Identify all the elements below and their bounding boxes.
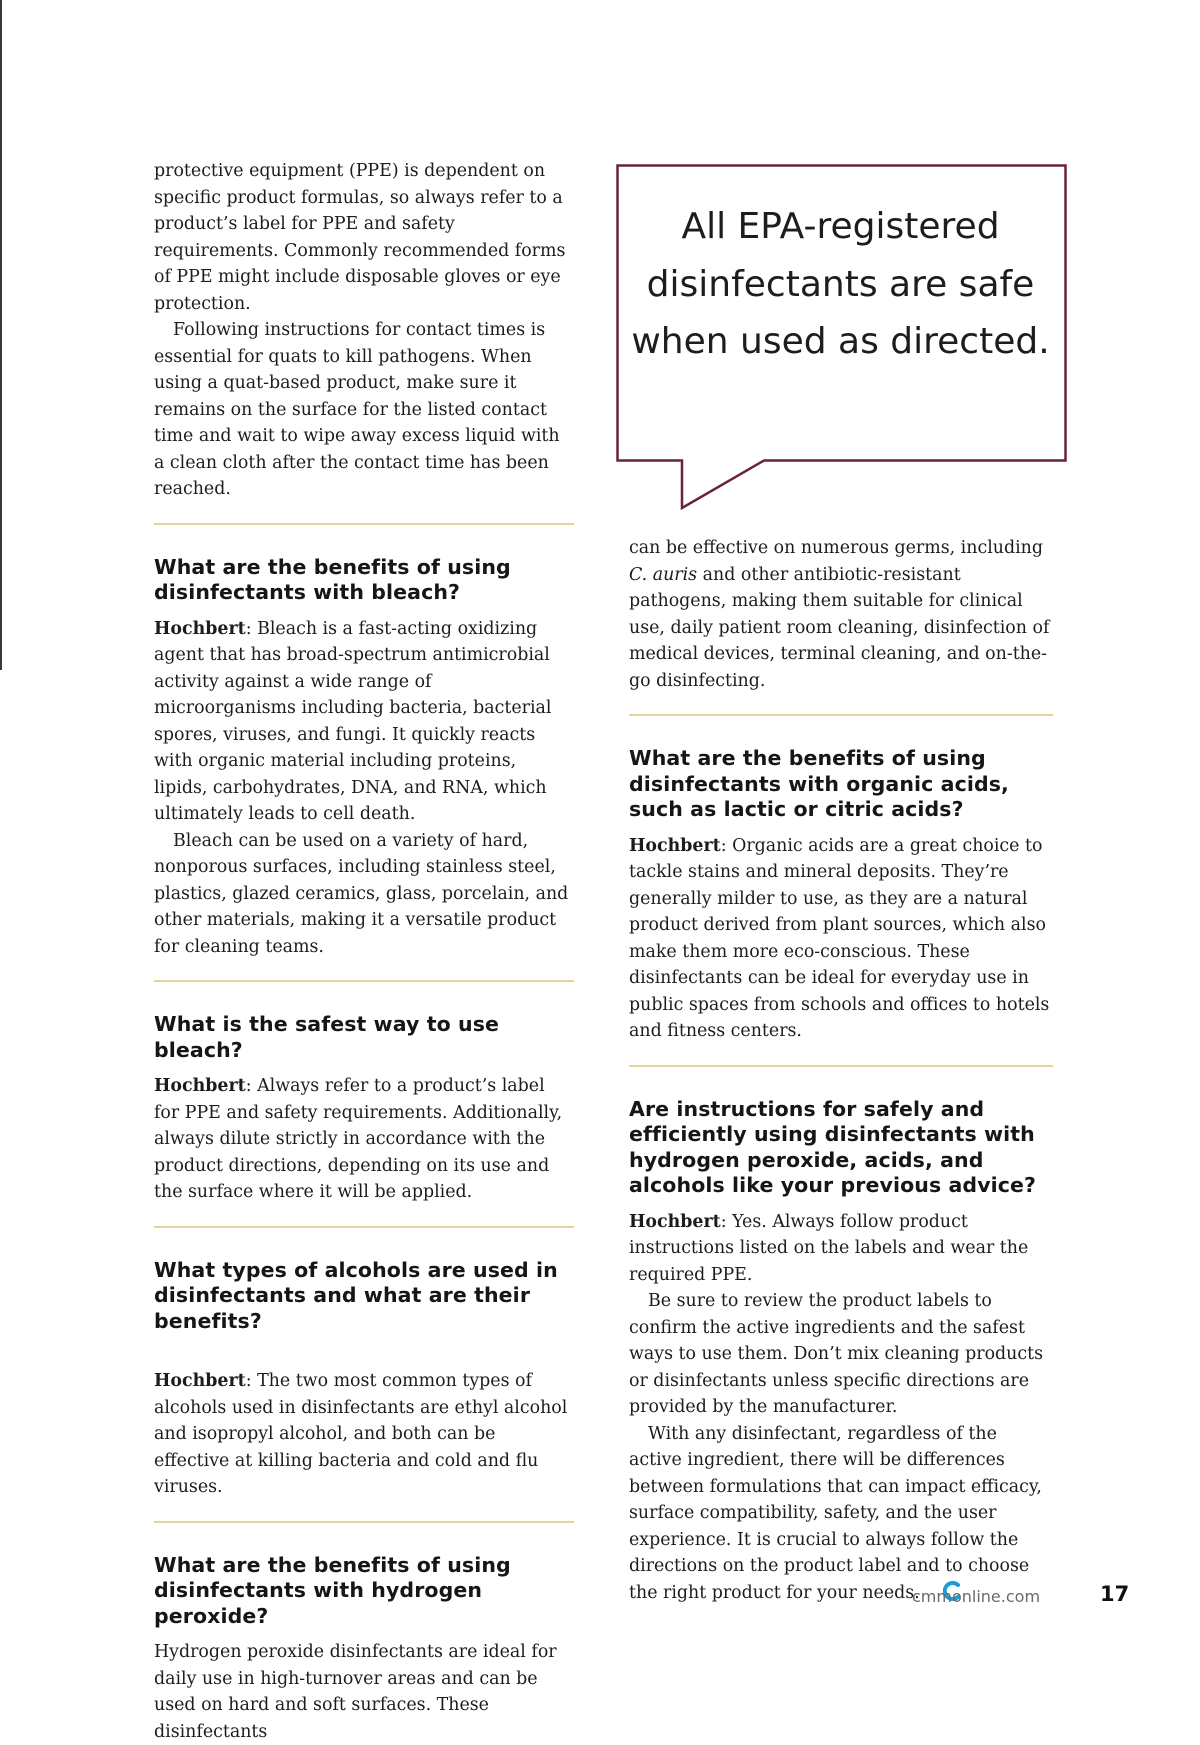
alcohols-paragraph: Hochbert: The two most common types of alcohols used in disinfectants are ethyl alcohol and isopropyl alcohol, and both can be effective at killing bacteria and cold and flu viruses. — [154, 1371, 568, 1497]
section-divider — [154, 523, 574, 525]
organic-acids-paragraph: Hochbert: Organic acids are a great choice to tackle stains and mineral deposits. They’re generally milder to use, as they are a natural product derived from plant sources, which also make them more eco-conscious. These disinfectants can be ideal for everyday use in public spaces from schools and offices to hotels and fitness centers. — [629, 835, 1050, 1041]
heading-bleach-benefits: What are the benefits of using disinfectants with bleach? — [154, 554, 511, 604]
heading-instructions: Are instructions for safely and efficiently using disinfectants with hydrogen peroxide, acids, and alcohols like your previous advice? — [629, 1096, 1037, 1197]
speaker-name: Hochbert — [629, 835, 721, 856]
intro-paragraph-1: protective equipment (PPE) is dependent on specific product formulas, so always refer to a product’s label for PPE and safety requirements. Commonly recommended forms of PPE might include disposable gloves or eye protection. — [154, 161, 566, 314]
pathogen-name: C. auris — [629, 564, 698, 585]
pull-quote-callout — [616, 164, 1068, 510]
peroxide-paragraph: Hydrogen peroxide disinfectants are ideal for daily use in high-turnover areas and can be used on hard and soft surfaces. These disinfectants — [154, 1642, 557, 1742]
footer-website: cmmonline.com — [912, 1587, 1041, 1606]
page-edge-line — [0, 0, 2, 670]
left-column — [154, 158, 574, 1745]
section-divider — [629, 714, 1053, 716]
page-number: 17 — [1100, 1582, 1130, 1606]
section-divider — [629, 1065, 1053, 1067]
speaker-name: Hochbert — [154, 1076, 246, 1096]
speaker-name: Hochbert — [154, 1371, 246, 1391]
instructions-paragraph-1: Hochbert: Yes. Always follow product instructions listed on the labels and wear the required PPE. — [629, 1211, 1029, 1285]
bleach-benefits-paragraph-2: Bleach can be used on a variety of hard, nonporous surfaces, including stainless steel, plastics, glazed ceramics, glass, porcelain, and other materials, making it a versatile product for cleaning teams. — [154, 830, 569, 957]
heading-bleach-safe: What is the safest way to use bleach? — [154, 1012, 500, 1062]
section-divider — [154, 1521, 574, 1523]
peroxide-continued-paragraph: can be effective on numerous germs, including C. auris and other antibiotic-resistant pathogens, making them suitable for clinical use, daily patient room cleaning, disinfection of medical devices, terminal cleaning, and on-the-go disinfecting. — [629, 538, 1050, 691]
pull-quote-text: All EPA-registered disinfectants are safe when used as directed. — [631, 206, 1050, 362]
section-divider — [154, 1226, 574, 1228]
bleach-benefits-paragraph-1: Hochbert: Bleach is a fast-acting oxidizing agent that has broad-spectrum antimicrobial activity against a wide range of microorganisms including bacteria, bacterial spores, viruses, and fungi. It quickly reacts with organic material including proteins, lipids, carbohydrates, DNA, and RNA, which ultimately leads to cell death. — [154, 618, 552, 824]
speaker-name: Hochbert — [154, 618, 246, 639]
heading-organic-acids: What are the benefits of using disinfectants with organic acids, such as lactic or citric acids? — [629, 746, 1009, 821]
instructions-paragraph-3: With any disinfectant, regardless of the active ingredient, there will be differences between formulations that can impact efficacy, surface compatibility, safety, and the user experience. It is crucial to always follow the directions on the product label and to choose the right product for your needs. — [629, 1421, 1053, 1610]
right-column — [629, 535, 1053, 1609]
section-divider — [154, 980, 574, 982]
intro-paragraph-2: Following instructions for contact times is essential for quats to kill pathogens. When using a quat-based product, make sure it remains on the surface for the listed contact time and wait to wipe away excess liquid with a clean cloth after the contact time has been reached. — [154, 320, 560, 499]
instructions-paragraph-2: Be sure to review the product labels to confirm the active ingredients and the safest ways to use them. Don’t mix cleaning products or disinfectants unless specific directions are provided by the manufacturer. — [629, 1291, 1044, 1417]
bleach-safe-paragraph: Hochbert: Always refer to a product’s label for PPE and safety requirements. Additionally, always dilute strictly in accordance with the product directions, depending on its use and the surface where it will be applied. — [154, 1076, 563, 1202]
heading-hydrogen-peroxide: What are the benefits of using disinfectants with hydrogen peroxide? — [154, 1552, 511, 1628]
speaker-name: Hochbert — [629, 1211, 721, 1232]
heading-alcohols: What types of alcohols are used in disinfectants and what are their benefits? — [154, 1257, 558, 1333]
